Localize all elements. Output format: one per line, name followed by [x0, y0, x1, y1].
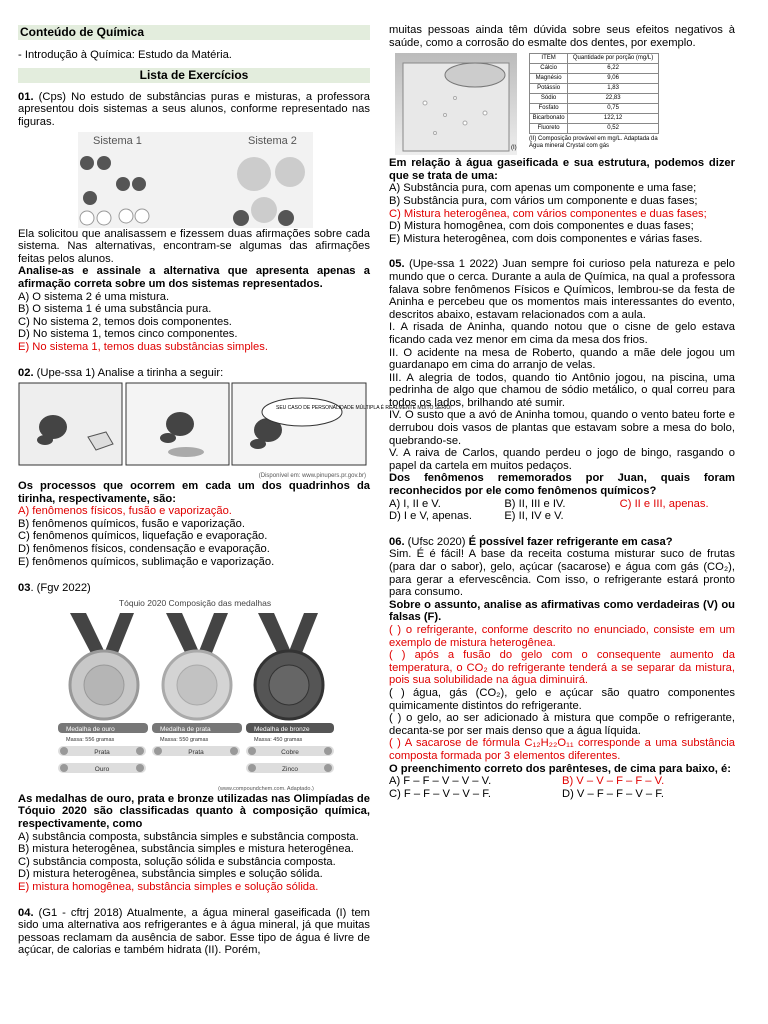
question-4-prompt: Em relação à água gaseificada e sua estrutura, podemos dizer que se trata de uma: — [389, 157, 735, 182]
q6-option-b[interactable]: B) V – V – F – F – V. — [562, 775, 665, 788]
water-glass-photo — [395, 53, 517, 155]
q5-item-1: I. A risada de Aninha, quando notou que o cisne de gelo estava ficando cada vez menor em cima da mesa dos frios. — [389, 321, 735, 346]
q1-figure — [78, 132, 370, 228]
gold-part-1: Prata — [94, 748, 110, 756]
mineral-table — [529, 53, 679, 155]
question-1-text: 01. (Cps) No estudo de substâncias puras e misturas, a professora apresentou dois sistemas a seus alunos, conforme representado nas figuras. — [18, 90, 370, 128]
q3-medals-figure — [56, 597, 370, 793]
q1-option-b[interactable]: B) O sistema 1 é uma substância pura. — [18, 303, 212, 316]
medals-figure-title: Tóquio 2020 Composição das medalhas — [118, 597, 272, 608]
system-2-label: Sistema 2 — [248, 134, 297, 147]
exercise-list-title: Lista de Exercícios — [18, 68, 370, 83]
q2-option-c[interactable]: C) fenômenos químicos, liquefação e evaporação. — [18, 530, 268, 543]
question-3-prompt: As medalhas de ouro, prata e bronze utilizadas nas Olimpíadas de Tóquio 2020 são classificadas quanto à composição química, respectivamente, como — [18, 792, 370, 831]
silver-part-1: Prata — [188, 748, 204, 756]
bronze-part-1: Cobre — [281, 748, 299, 756]
q5-options-row-2 — [389, 510, 735, 523]
q4-option-e[interactable]: E) Mistura heterogênea, com dois componentes e várias fases. — [389, 232, 703, 245]
comic-balloon-text: SEU CASO DE PERSONALIDADE MÚLTIPLA É REALMENTE MUITO SÉRIO! — [276, 405, 452, 412]
content-title: Conteúdo de Química — [18, 25, 370, 40]
q5-item-4: IV. O susto que a avó de Aninha tomou, quando o vento bateu forte e derrubou dois vasos de plantas que estavam sobre a mesa do bolo, quebrando-se. — [389, 409, 735, 447]
medals-figure-credit: (www.compoundchem.com. Adaptado.) — [218, 785, 314, 792]
table-label-i: (I) — [511, 145, 517, 152]
question-6-prompt: Sobre o assunto, analise as afirmativas como verdadeiras (V) ou falsas (F). — [389, 598, 735, 624]
bronze-part-2: Zinco — [282, 765, 298, 773]
question-5-text: 05. (Upe-ssa 1 2022) Juan sempre foi curioso pela natureza e pelo mundo que o cerca. Durante a aula de Química, na qual a professora falava sobre fenômenos Físicos e Químicos, lembrou-se da festa de Aninha e percebeu que os momentos mais interessantes do evento, descritos abaixo, estavam relacionados com a aula. — [389, 258, 736, 321]
silver-medal-mass: Massa: 550 gramas — [160, 736, 209, 743]
q3-option-b[interactable]: B) mistura heterogênea, substância simples e mistura heterogênea. — [18, 843, 354, 856]
q1-option-d[interactable]: D) No sistema 1, temos cinco componentes. — [18, 328, 238, 341]
q4-option-a[interactable]: A) Substância pura, com apenas um componente e uma fase; — [389, 182, 697, 195]
question-6-prompt-2: O preenchimento correto dos parênteses, de cima para baixo, é: — [389, 762, 731, 775]
question-1-text-2: Ela solicitou que analisassem e fizessem duas afirmações sobre cada sistema. Nas alternativas, encontram-se algumas das afirmações feitas pelos alunos. — [18, 227, 370, 265]
question-4-text-cont: muitas pessoas ainda têm dúvida sobre seus efeitos negativos à saúde, como a corrosão do esmalte dos dentes, por exemplo. — [389, 24, 735, 49]
q3-option-d[interactable]: D) mistura heterogênea, substância simples e solução sólida. — [18, 868, 323, 881]
q3-option-e[interactable]: E) mistura homogênea, substância simples e solução sólida. — [18, 881, 319, 893]
q5-option-c[interactable]: C) II e III, apenas. — [619, 497, 709, 510]
question-2-prompt: Os processos que ocorrem em cada um dos quadrinhos da tirinha, respectivamente, são: — [18, 480, 370, 505]
bronze-medal-mass: Massa: 450 gramas — [254, 736, 303, 743]
q2-comic-strip — [18, 382, 452, 480]
q6-option-a[interactable]: A) F – F – V – V – V. — [389, 775, 492, 788]
system-1-label: Sistema 1 — [93, 134, 142, 147]
question-5-prompt: Dos fenômenos rememorados por Juan, quais foram reconhecidos por ele como fenômenos químicos? — [389, 472, 735, 498]
q1-option-c[interactable]: C) No sistema 2, temos dois componentes. — [18, 315, 232, 328]
q2-option-e[interactable]: E) fenômenos químicos, sublimação e vaporização. — [18, 555, 275, 568]
q6-option-d[interactable]: D) V – F – F – V – F. — [562, 787, 664, 800]
q6-options-row-2 — [389, 788, 735, 801]
question-2-text: 02. (Upe-ssa 1) Analise a tirinha a seguir: — [18, 366, 224, 379]
q6-option-c[interactable]: C) F – F – V – V – F. — [389, 787, 491, 800]
comic-credit: (Disponível em: www.pinupers.pr.gov.br) — [258, 473, 366, 480]
q1-option-e[interactable]: E) No sistema 1, temos duas substâncias simples. — [18, 340, 268, 353]
q5-option-b[interactable]: B) II, III e IV. — [504, 497, 566, 510]
question-6-text: 06. (Ufsc 2020) É possível fazer refrigerante em casa? — [389, 535, 673, 548]
right-column — [389, 0, 735, 800]
bronze-medal-label: Medalha de bronze — [254, 725, 310, 733]
q6-options-row-1 — [389, 775, 735, 788]
gold-medal-mass: Massa: 556 gramas — [66, 736, 115, 743]
q6-body: Sim. É é fácil! A base da receita costuma misturar suco de frutas (para dar o sabor), gelo, açúcar (sacarose) e água com gás (CO₂), para gerar a efervescência. Com isso, o refrigerante estará pronto para consumo. — [389, 548, 735, 599]
question-3-text: 03. (Fgv 2022) — [18, 582, 91, 595]
q6-item-4[interactable]: ( ) o gelo, ao ser adicionado à mistura que compõe o refrigerante, decanta-se por ser mais denso que a água líquida. — [389, 712, 735, 737]
q6-item-2[interactable]: ( ) após a fusão do gelo com o consequente aumento da temperatura, o CO₂ do refrigerante tenderá a se separar da mistura, pois sua solubilidade na água diminuirá. — [389, 649, 735, 687]
silver-medal-label: Medalha de prata — [160, 725, 211, 733]
q5-item-5: V. A raiva de Carlos, quando perdeu o jogo de bingo, rasgando o papel da cartela em muitos pedaços. — [389, 447, 735, 472]
q2-option-d[interactable]: D) fenômenos físicos, condensação e evaporação. — [18, 543, 270, 556]
q6-item-5[interactable]: ( ) A sacarose de fórmula C₁₂H₂₂O₁₁ corresponde a uma substância composta formada por 3 elementos diferentes. — [389, 737, 735, 762]
table-caption: (II) Composição provável em mg/L. Adaptada da Água mineral Crystal com gás — [529, 136, 658, 150]
q5-option-e[interactable]: E) II, IV e V. — [504, 510, 564, 523]
q2-option-b[interactable]: B) fenômenos químicos, fusão e vaporização. — [18, 517, 245, 530]
q5-item-2: II. O acidente na mesa de Roberto, quando a mãe dele jogou um guardanapo em cima do arranjo de velas. — [389, 346, 735, 372]
mineral-composition-table: ITEM Quantidade por porção (mg/L) Cálcio 6,22 Magnésio 9,06 Potássio 1,83 Sódio 22,83 Fosfato 0,75 Bicarbonato 122,12 Fluoreto 0,52 — [529, 53, 659, 134]
q5-option-a[interactable]: A) I, II e V. — [389, 497, 441, 510]
q5-options-row-1 — [389, 498, 735, 511]
q5-option-d[interactable]: D) I e V, apenas. — [389, 510, 472, 523]
q4-option-c[interactable]: C) Mistura heterogênea, com vários componentes e duas fases; — [389, 207, 707, 220]
q6-item-3[interactable]: ( ) água, gás (CO₂), gelo e açúcar são quatro componentes quimicamente distintos do refrigerante. — [389, 686, 735, 712]
q5-item-3: III. A alegria de todos, quando tio Antônio jogou, na piscina, uma pedrinha de algo que chamou de sódio metálico, o qual correu para todos os lados, brilhando até sumir. — [389, 371, 735, 409]
q3-option-c[interactable]: C) substância composta, solução sólida e substância composta. — [18, 855, 336, 868]
q4-option-d[interactable]: D) Mistura homogênea, com dois componentes e duas fases; — [389, 220, 694, 233]
intro-line: - Introdução à Química: Estudo da Matéria. — [18, 48, 232, 61]
question-1-prompt: Analise-as e assinale a alternativa que apresenta apenas a afirmação correta sobre um dos sistemas representados. — [18, 265, 370, 290]
gold-part-2: Ouro — [94, 765, 110, 773]
q4-figure — [395, 53, 735, 155]
question-4-text: 04. (G1 - cftrj 2018) Atualmente, a água mineral gaseificada (I) tem sido uma alternativa aos refrigerantes e à água mineral, já que muitas pessoas reclamam da ausência de sabor. Esse tipo de água é livre de açúcar, de calorias e também hidrata (II). Porém, — [18, 906, 370, 957]
gold-medal-label: Medalha de ouro — [66, 725, 115, 733]
q4-option-b[interactable]: B) Substância pura, com vários um componente e duas fases; — [389, 194, 698, 207]
q3-option-a[interactable]: A) substância composta, substância simples e substância composta. — [18, 830, 359, 843]
q2-option-a[interactable]: A) fenômenos físicos, fusão e vaporização. — [18, 505, 232, 518]
q6-item-1[interactable]: ( ) o refrigerante, conforme descrito no enunciado, consiste em um exemplo de mistura heterogênea. — [389, 623, 735, 649]
q1-option-a[interactable]: A) O sistema 2 é uma mistura. — [18, 290, 170, 303]
